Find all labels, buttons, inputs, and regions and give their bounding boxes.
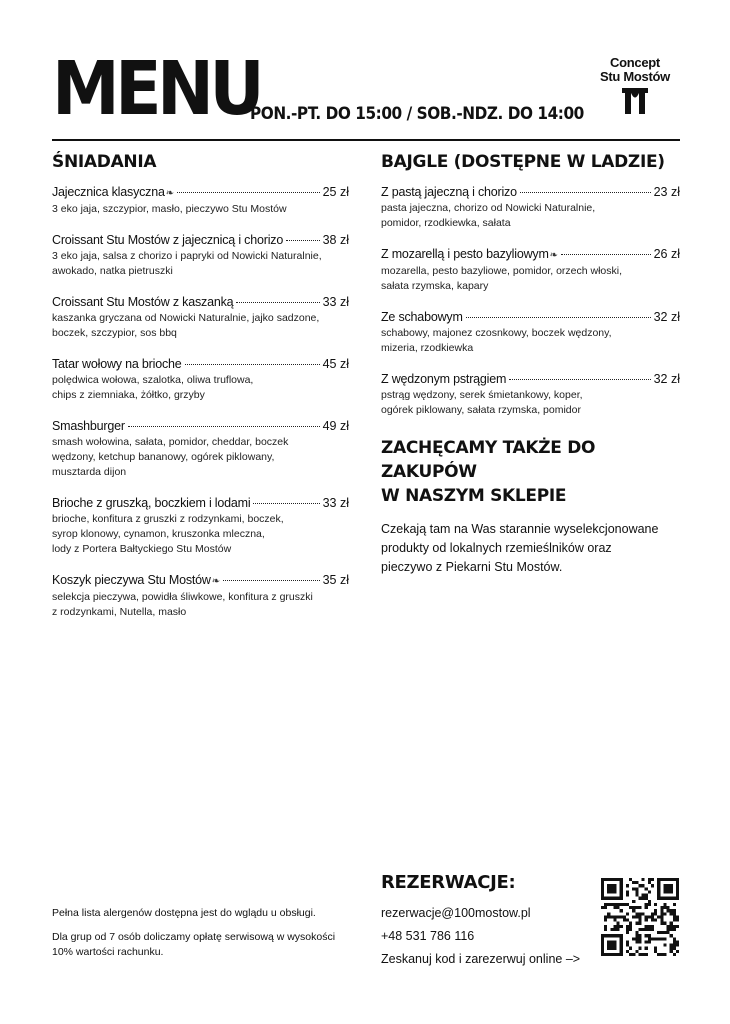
leaf-icon: ❧: [165, 188, 175, 199]
shop-promo-title-line-2: W NASZYM SKLEPIE: [381, 486, 567, 506]
dot-leader: [253, 503, 319, 504]
menu-item-row: [52, 232, 349, 249]
reservations-block: [381, 872, 596, 971]
dot-leader: [520, 192, 651, 193]
menu-item-row: [381, 246, 680, 264]
brand-logo: [585, 56, 685, 114]
menu-item: [381, 371, 680, 418]
shop-promo-line: Czekają tam na Was starannie wyselekcjonowane: [381, 522, 659, 536]
menu-item-description: mizeria, rzodkiewka: [381, 342, 474, 354]
menu-item-price: 33 zł: [322, 295, 349, 309]
menu-item-description: schabowy, majonez czosnkowy, boczek wędzony,: [381, 327, 612, 339]
menu-item-price: 45 zł: [322, 357, 349, 371]
allergen-note: Pełna lista alergenów dostępna jest do wglądu u obsługi.: [52, 907, 316, 919]
menu-item-price: 32 zł: [653, 310, 680, 324]
bagels-section: [381, 150, 680, 577]
menu-item-description: selekcja pieczywa, powidła śliwkowe, konfitura z gruszki: [52, 591, 313, 603]
shop-promo-title-line-1: ZACHĘCAMY TAKŻE DO ZAKUPÓW: [381, 438, 596, 482]
menu-item: [52, 495, 349, 557]
menu-item-row: [381, 371, 680, 388]
menu-item-row: [52, 356, 349, 373]
menu-item: [381, 184, 680, 231]
reservation-email[interactable]: rezerwacje@100mostow.pl: [381, 906, 531, 920]
menu-item: [52, 572, 349, 620]
menu-item-description: lody z Portera Bałtyckiego Stu Mostów: [52, 543, 232, 555]
menu-item-name: Ze schabowym: [381, 310, 463, 324]
menu-item-description: 3 eko jaja, szczypior, masło, pieczywo Stu Mostów: [52, 203, 287, 215]
menu-item-row: [52, 184, 349, 202]
menu-item-row: [52, 572, 349, 590]
dot-leader: [128, 426, 320, 427]
reservation-scan-text: Zeskanuj kod i zarezerwuj online –>: [381, 952, 581, 966]
menu-item: [381, 246, 680, 294]
dot-leader: [177, 192, 319, 193]
menu-item: [381, 309, 680, 356]
menu-item-price: 25 zł: [322, 185, 349, 199]
breakfast-section: [52, 150, 349, 635]
menu-item-description: ogórek piklowany, sałata rzymska, pomidor: [381, 404, 581, 416]
menu-item: [52, 294, 349, 341]
menu-item-price: 38 zł: [322, 233, 349, 247]
menu-item-name: Croissant Stu Mostów z kaszanką: [52, 295, 234, 309]
menu-item-row: [52, 495, 349, 512]
menu-item-description: awokado, natka pietruszki: [52, 265, 173, 277]
dot-leader: [223, 580, 319, 581]
menu-item-description: boczek, szczypior, sos bbq: [52, 327, 177, 339]
menu-item-description: pomidor, rzodkiewka, sałata: [381, 217, 511, 229]
reservations-title: REZERWACJE:: [381, 872, 516, 893]
dot-leader: [286, 240, 320, 241]
leaf-icon: ❧: [549, 250, 559, 261]
menu-item-price: 32 zł: [653, 372, 680, 386]
menu-item-description: musztarda dijon: [52, 466, 127, 478]
menu-item-name: Tatar wołowy na brioche: [52, 357, 182, 371]
menu-title: MENU: [52, 46, 261, 132]
logo-line-1: Concept: [610, 55, 660, 70]
menu-item-price: 26 zł: [653, 247, 680, 261]
menu-item-price: 33 zł: [322, 496, 349, 510]
dot-leader: [466, 317, 651, 318]
menu-item-description: wędzony, ketchup bananowy, ogórek piklowany,: [52, 451, 275, 463]
dot-leader: [509, 379, 650, 380]
breakfast-items: [52, 184, 349, 620]
menu-item-description: smash wołowina, sałata, pomidor, cheddar, boczek: [52, 436, 289, 448]
bagels-title: BAJGLE (DOSTĘPNE W LADZIE): [381, 152, 665, 172]
menu-item-name: Z wędzonym pstrągiem: [381, 372, 507, 386]
logo-line-2: Stu Mostów: [600, 69, 670, 84]
shop-promo-line: pieczywo z Piekarni Stu Mostów.: [381, 560, 563, 574]
qr-code-icon[interactable]: [601, 878, 679, 956]
menu-item-name: Smashburger: [52, 419, 125, 433]
bridge-logo-icon: [622, 88, 648, 114]
dot-leader: [236, 302, 319, 303]
menu-item-row: [381, 184, 680, 201]
bagels-items: [381, 184, 680, 418]
menu-item-name: Koszyk pieczywa Stu Mostów: [52, 573, 211, 587]
menu-item-row: [52, 418, 349, 435]
leaf-icon: ❧: [211, 576, 221, 587]
menu-item-price: 23 zł: [653, 185, 680, 199]
menu-item-description: pasta jajeczna, chorizo od Nowicki Naturalnie,: [381, 202, 596, 214]
menu-item: [52, 232, 349, 279]
menu-item-name: Jajecznica klasyczna: [52, 185, 165, 199]
menu-item-description: brioche, konfitura z gruszki z rodzynkami, boczek,: [52, 513, 284, 525]
dot-leader: [561, 254, 651, 255]
menu-item-name: Brioche z gruszką, boczkiem i lodami: [52, 496, 251, 510]
opening-hours: PON.-PT. DO 15:00 / SOB.-NDZ. DO 14:00: [250, 104, 584, 124]
shop-promo-title: [381, 436, 680, 508]
menu-item-description: pstrąg wędzony, serek śmietankowy, koper,: [381, 389, 583, 401]
menu-item-row: [381, 309, 680, 326]
breakfast-title: ŚNIADANIA: [52, 152, 157, 172]
menu-item-description: syrop klonowy, cynamon, kruszonka mleczna,: [52, 528, 265, 540]
service-fee-line: 10% wartości rachunku.: [52, 946, 164, 958]
menu-item: [52, 356, 349, 403]
shop-promo-line: produkty od lokalnych rzemieślników oraz: [381, 541, 612, 555]
service-fee-line: Dla grup od 7 osób doliczamy opłatę serwisową w wysokości: [52, 931, 336, 943]
menu-item-description: z rodzynkami, Nutella, masło: [52, 606, 187, 618]
menu-item-description: chips z ziemniaka, żółtko, grzyby: [52, 389, 205, 401]
menu-item-description: kaszanka gryczana od Nowicki Naturalnie, jajko sadzone,: [52, 312, 320, 324]
menu-item-price: 49 zł: [322, 419, 349, 433]
dot-leader: [185, 364, 320, 365]
shop-promo-text: [381, 520, 680, 577]
reservation-phone[interactable]: +48 531 786 116: [381, 929, 475, 943]
menu-item-name: Z mozarellą i pesto bazyliowym: [381, 247, 549, 261]
menu-item: [52, 418, 349, 480]
menu-item-row: [52, 294, 349, 311]
menu-item-name: Z pastą jajeczną i chorizo: [381, 185, 517, 199]
menu-item: [52, 184, 349, 217]
service-fee-note: [52, 930, 352, 960]
menu-item-description: 3 eko jaja, salsa z chorizo i papryki od Nowicki Naturalnie,: [52, 250, 322, 262]
menu-item-description: mozarella, pesto bazyliowe, pomidor, orzech włoski,: [381, 265, 623, 277]
header-divider: [52, 139, 680, 141]
menu-item-name: Croissant Stu Mostów z jajecznicą i chorizo: [52, 233, 284, 247]
menu-item-price: 35 zł: [322, 573, 349, 587]
menu-item-description: polędwica wołowa, szalotka, oliwa truflowa,: [52, 374, 254, 386]
menu-item-description: sałata rzymska, kapary: [381, 280, 489, 292]
